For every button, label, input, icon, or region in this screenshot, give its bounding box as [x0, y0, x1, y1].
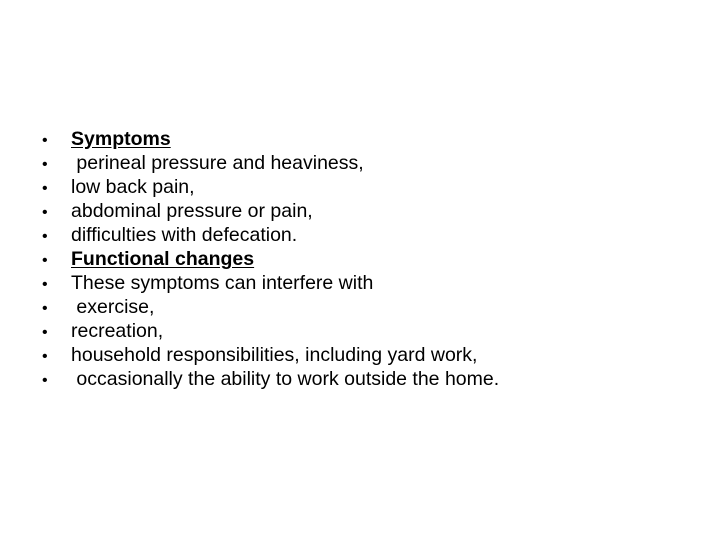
list-item-text: abdominal pressure or pain, — [71, 200, 313, 222]
bullet-icon: • — [42, 180, 48, 197]
list-item — [42, 223, 702, 247]
list-item — [42, 367, 702, 391]
section-heading: Symptoms — [71, 128, 171, 150]
bullet-icon: • — [42, 156, 48, 173]
list-item-text: low back pain, — [71, 176, 195, 198]
list-item-text: exercise, — [71, 296, 155, 318]
bullet-icon: • — [42, 132, 48, 149]
list-item-text: These symptoms can interfere with — [71, 272, 374, 294]
list-item — [42, 319, 702, 343]
bullet-icon: • — [42, 372, 48, 389]
list-item-text: recreation, — [71, 320, 164, 342]
list-item — [42, 199, 702, 223]
list-item — [42, 271, 702, 295]
bullet-icon: • — [42, 324, 48, 341]
list-item-text: occasionally the ability to work outside the home. — [71, 368, 500, 390]
list-item — [42, 175, 702, 199]
bullet-list — [42, 127, 702, 391]
list-item-text: perineal pressure and heaviness, — [71, 152, 364, 174]
list-item — [42, 295, 702, 319]
list-item — [42, 343, 702, 367]
bullet-icon: • — [42, 252, 48, 269]
list-item-text: household responsibilities, including yard work, — [71, 344, 478, 366]
bullet-icon: • — [42, 204, 48, 221]
list-item — [42, 151, 702, 175]
list-item-text: difficulties with defecation. — [71, 224, 298, 246]
bullet-icon: • — [42, 348, 48, 365]
section-heading: Functional changes — [71, 248, 255, 270]
bullet-icon: • — [42, 300, 48, 317]
list-item-heading-symptoms — [42, 127, 702, 151]
bullet-icon: • — [42, 276, 48, 293]
bullet-icon: • — [42, 228, 48, 245]
list-item-heading-functional-changes — [42, 247, 702, 271]
